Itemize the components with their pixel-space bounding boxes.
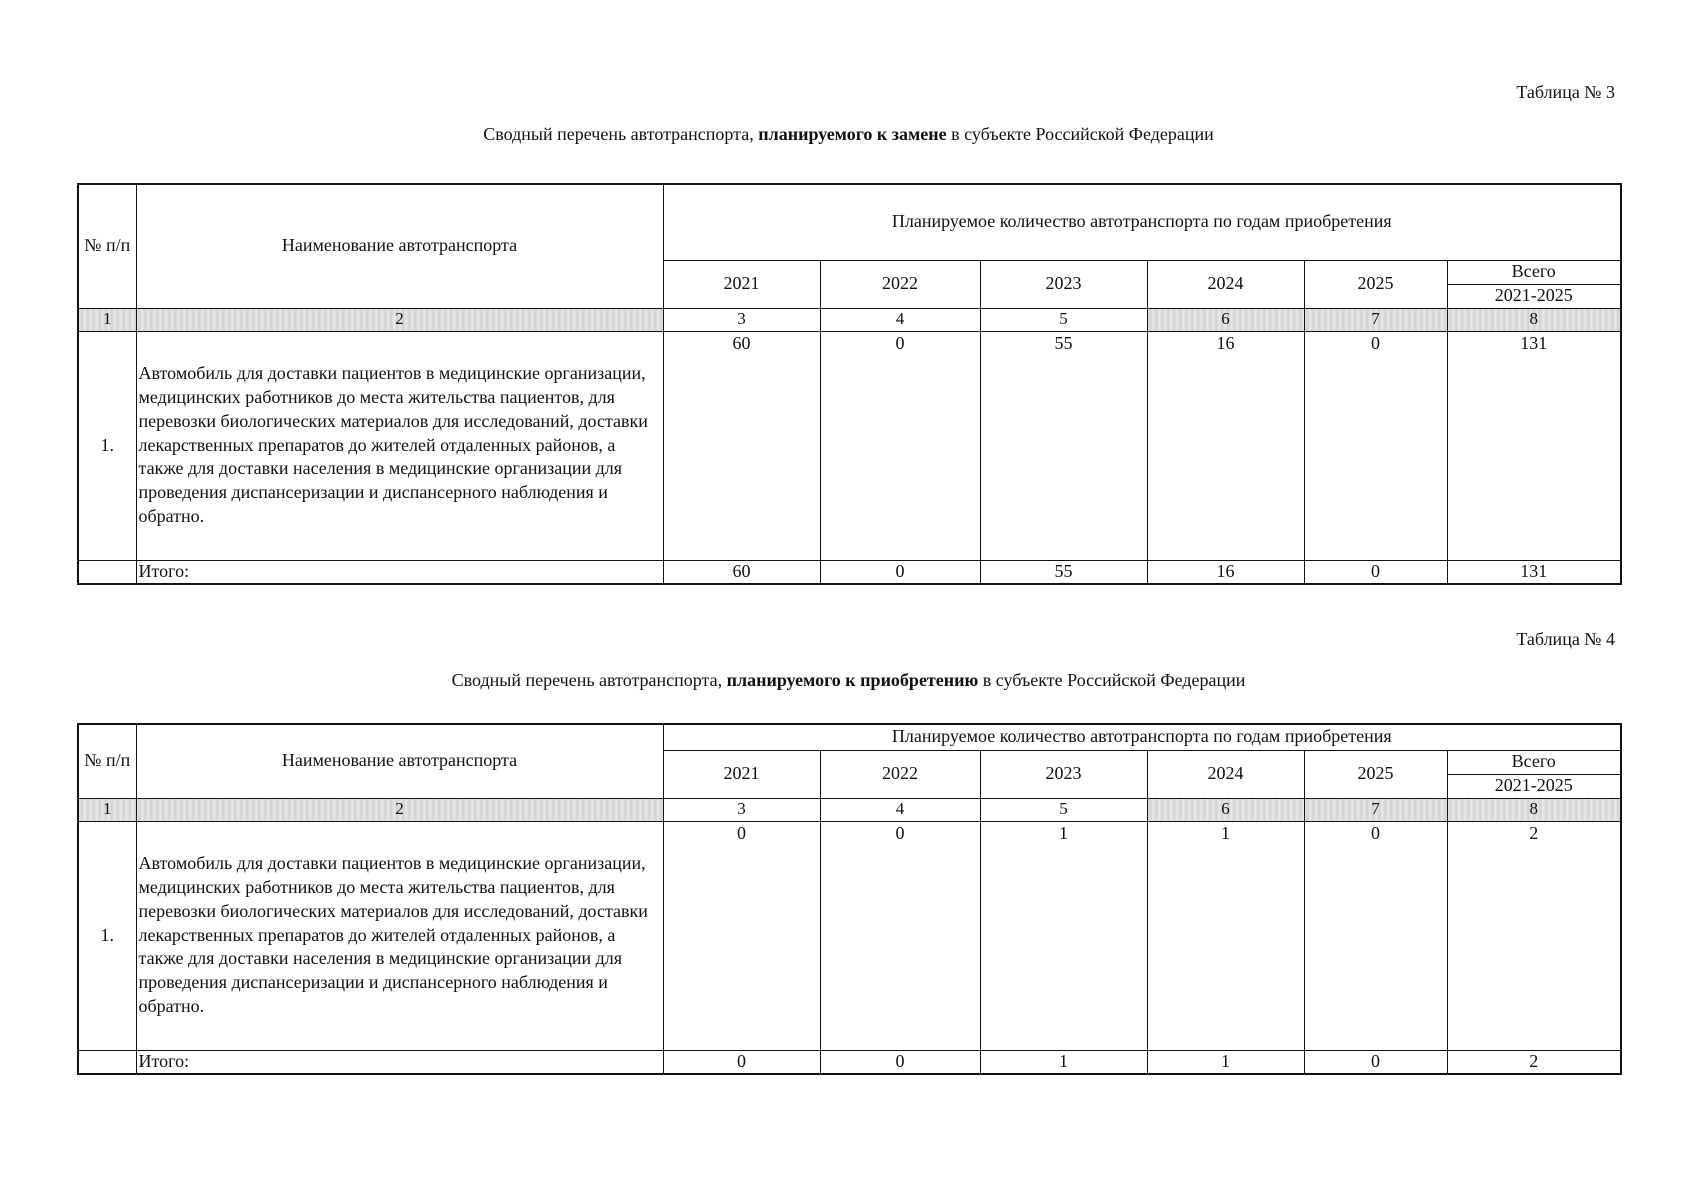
total-value-total: 131	[1447, 560, 1621, 584]
total-value-2025: 0	[1304, 1050, 1447, 1074]
row-value-2025: 0	[1304, 821, 1447, 1050]
total-value-2023: 1	[980, 1050, 1147, 1074]
header-num: № п/п	[78, 184, 136, 308]
table-4-title-prefix: Сводный перечень автотранспорта,	[451, 670, 723, 690]
row-value-2025: 0	[1304, 331, 1447, 560]
total-num	[78, 560, 136, 584]
total-value-2023: 55	[980, 560, 1147, 584]
index-cell: 2	[136, 308, 663, 331]
header-year-2025: 2025	[1304, 260, 1447, 308]
table-3-title-suffix: в субъекте Российской Федерации	[951, 124, 1214, 144]
row-value-2021: 0	[663, 821, 820, 1050]
index-cell: 7	[1304, 798, 1447, 821]
index-cell: 4	[820, 798, 980, 821]
total-value-2024: 16	[1147, 560, 1304, 584]
table-3-title	[0, 124, 1697, 145]
total-value-2021: 0	[663, 1050, 820, 1074]
header-total-range: 2021-2025	[1447, 774, 1621, 798]
header-name: Наименование автотранспорта	[136, 184, 663, 308]
row-value-2022: 0	[820, 821, 980, 1050]
total-value-total: 2	[1447, 1050, 1621, 1074]
table-3-title-prefix: Сводный перечень автотранспорта,	[483, 124, 754, 144]
index-cell: 7	[1304, 308, 1447, 331]
total-label: Итого:	[136, 560, 663, 584]
header-year-2022: 2022	[820, 260, 980, 308]
row-value-2023: 55	[980, 331, 1147, 560]
table-4-number: Таблица № 4	[1516, 629, 1615, 649]
index-cell: 6	[1147, 798, 1304, 821]
header-year-2025: 2025	[1304, 750, 1447, 798]
header-group: Планируемое количество автотранспорта по годам приобретения	[663, 724, 1621, 750]
header-group: Планируемое количество автотранспорта по годам приобретения	[663, 184, 1621, 260]
row-num: 1.	[78, 821, 136, 1050]
index-cell: 4	[820, 308, 980, 331]
header-total-label: Всего	[1447, 750, 1621, 774]
index-cell: 3	[663, 798, 820, 821]
total-label: Итого:	[136, 1050, 663, 1074]
header-year-2021: 2021	[663, 260, 820, 308]
row-value-2021: 60	[663, 331, 820, 560]
index-cell: 1	[78, 798, 136, 821]
header-total-range: 2021-2025	[1447, 284, 1621, 308]
row-value-total: 131	[1447, 331, 1621, 560]
index-cell: 2	[136, 798, 663, 821]
header-total-label: Всего	[1447, 260, 1621, 284]
row-value-total: 2	[1447, 821, 1621, 1050]
index-cell: 8	[1447, 798, 1621, 821]
index-cell: 8	[1447, 308, 1621, 331]
index-cell: 3	[663, 308, 820, 331]
total-value-2022: 0	[820, 1050, 980, 1074]
header-name: Наименование автотранспорта	[136, 724, 663, 798]
row-value-2024: 1	[1147, 821, 1304, 1050]
header-year-2023: 2023	[980, 260, 1147, 308]
header-year-2021: 2021	[663, 750, 820, 798]
row-name: Автомобиль для доставки пациентов в медицинские организации, медицинских работников до места жительства пациентов, для перевозки биологических материалов для исследований, доставки лекарственных препаратов до жителей отдаленных районов, а также для доставки населения в медицинские организации для проведения диспансеризации и диспансерного наблюдения и обратно.	[136, 821, 663, 1050]
total-value-2021: 60	[663, 560, 820, 584]
header-num: № п/п	[78, 724, 136, 798]
index-cell: 5	[980, 798, 1147, 821]
table-3-number: Таблица № 3	[1516, 82, 1615, 102]
index-cell: 6	[1147, 308, 1304, 331]
row-value-2022: 0	[820, 331, 980, 560]
table-4-title	[0, 670, 1697, 691]
header-year-2022: 2022	[820, 750, 980, 798]
table-3	[77, 183, 1622, 585]
row-num: 1.	[78, 331, 136, 560]
index-cell: 1	[78, 308, 136, 331]
header-year-2023: 2023	[980, 750, 1147, 798]
header-year-2024: 2024	[1147, 750, 1304, 798]
total-value-2025: 0	[1304, 560, 1447, 584]
table-4-title-bold: планируемого к приобретению	[726, 670, 979, 690]
table-3-title-bold: планируемого к замене	[758, 124, 947, 144]
row-value-2024: 16	[1147, 331, 1304, 560]
header-year-2024: 2024	[1147, 260, 1304, 308]
total-value-2024: 1	[1147, 1050, 1304, 1074]
index-cell: 5	[980, 308, 1147, 331]
total-num	[78, 1050, 136, 1074]
row-value-2023: 1	[980, 821, 1147, 1050]
table-4-title-suffix: в субъекте Российской Федерации	[982, 670, 1246, 690]
table-4	[77, 723, 1622, 1075]
row-name: Автомобиль для доставки пациентов в медицинские организации, медицинских работников до места жительства пациентов, для перевозки биологических материалов для исследований, доставки лекарственных препаратов до жителей отдаленных районов, а также для доставки населения в медицинские организации для проведения диспансеризации и диспансерного наблюдения и обратно.	[136, 331, 663, 560]
total-value-2022: 0	[820, 560, 980, 584]
